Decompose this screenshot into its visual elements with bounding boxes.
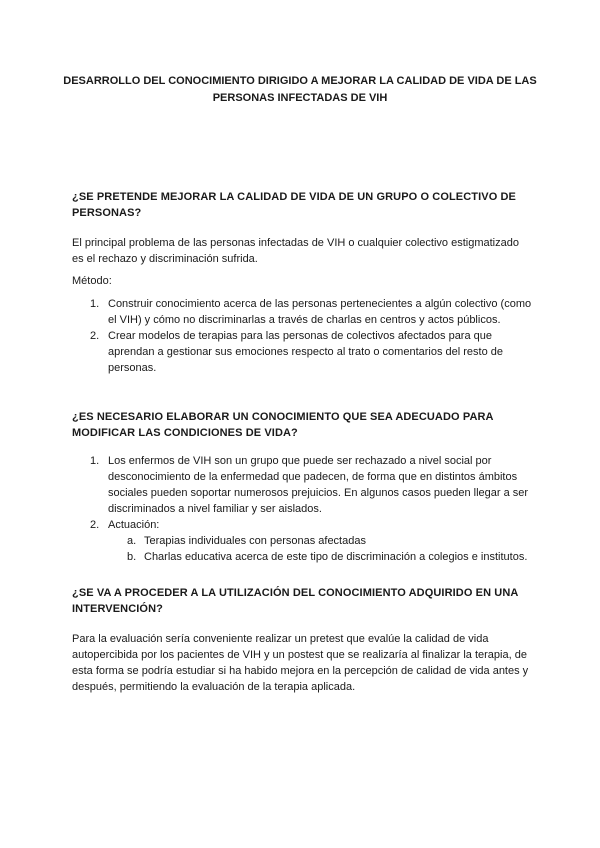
sublist-item-text: Charlas educativa acerca de este tipo de discriminación a colegios e institutos. [144,551,528,563]
method-label: Método: [72,275,112,287]
section1-heading: ¿SE PRETENDE MEJORAR LA CALIDAD DE VIDA DE UN GRUPO O COLECTIVO DE PERSONAS? [72,191,516,219]
section2-list [72,453,532,565]
section3-heading: ¿SE VA A PROCEDER A LA UTILIZACIÓN DEL CONOCIMIENTO ADQUIRIDO EN UNA INTERVENCIÓN? [72,587,518,615]
section2-heading: ¿ES NECESARIO ELABORAR UN CONOCIMIENTO QUE SEA ADECUADO PARA MODIFICAR LAS CONDICIONES DE VIDA? [72,411,494,439]
sublist-item-text: Terapias individuales con personas afectadas [144,535,366,547]
document-title: DESARROLLO DEL CONOCIMIENTO DIRIGIDO A MEJORAR LA CALIDAD DE VIDA DE LAS PERSONAS INFECTADAS DE VIH [63,75,537,104]
list-item [72,517,532,533]
list-item-text: Crear modelos de terapias para las personas de colectivos afectados para que aprendan a gestionar sus emociones respecto al trato o comentarios del resto de personas. [108,330,504,374]
list-item-text: Actuación: [108,519,160,531]
list-item-number: 2. [90,519,100,531]
list-item [72,296,532,328]
list-item [72,453,532,517]
list-item-number: 1. [90,455,100,467]
section3-paragraph: Para la evaluación sería conveniente realizar un pretest que evalúe la calidad de vida autopercibida por los pacientes de VIH y un postest que se realizaría al finalizar la terapia, de esta forma se podría estudiar si ha habido mejora en la percepción de calidad de vida antes y después, permitiendo la evaluación de la terapia aplicada. [72,633,529,693]
sublist-item-letter: a. [127,535,137,547]
list-item-number: 2. [90,330,100,342]
sublist-item [72,533,532,549]
list-item-text: Los enfermos de VIH son un grupo que puede ser rechazado a nivel social por desconocimiento de la enfermedad que padecen, de forma que en distintos ámbitos sociales pueden soportar numerosos prejuicios. En algunos casos pueden llegar a ser discriminados a nivel familiar y ser aislados. [108,455,529,515]
list-item [72,328,532,376]
list-item-text: Construir conocimiento acerca de las personas pertenecientes a algún colectivo (como el VIH) y cómo no discriminarlas a través de charlas en centros y actos públicos. [108,298,532,326]
sublist-container [72,533,532,565]
list-item-number: 1. [90,298,100,310]
sublist-item-letter: b. [127,551,137,563]
section1-paragraph: El principal problema de las personas infectadas de VIH o cualquier colectivo estigmatizado es el rechazo y discriminación sufrida. [72,237,519,265]
sublist-item [72,549,532,565]
method-list [72,296,532,376]
sublist [72,533,532,565]
